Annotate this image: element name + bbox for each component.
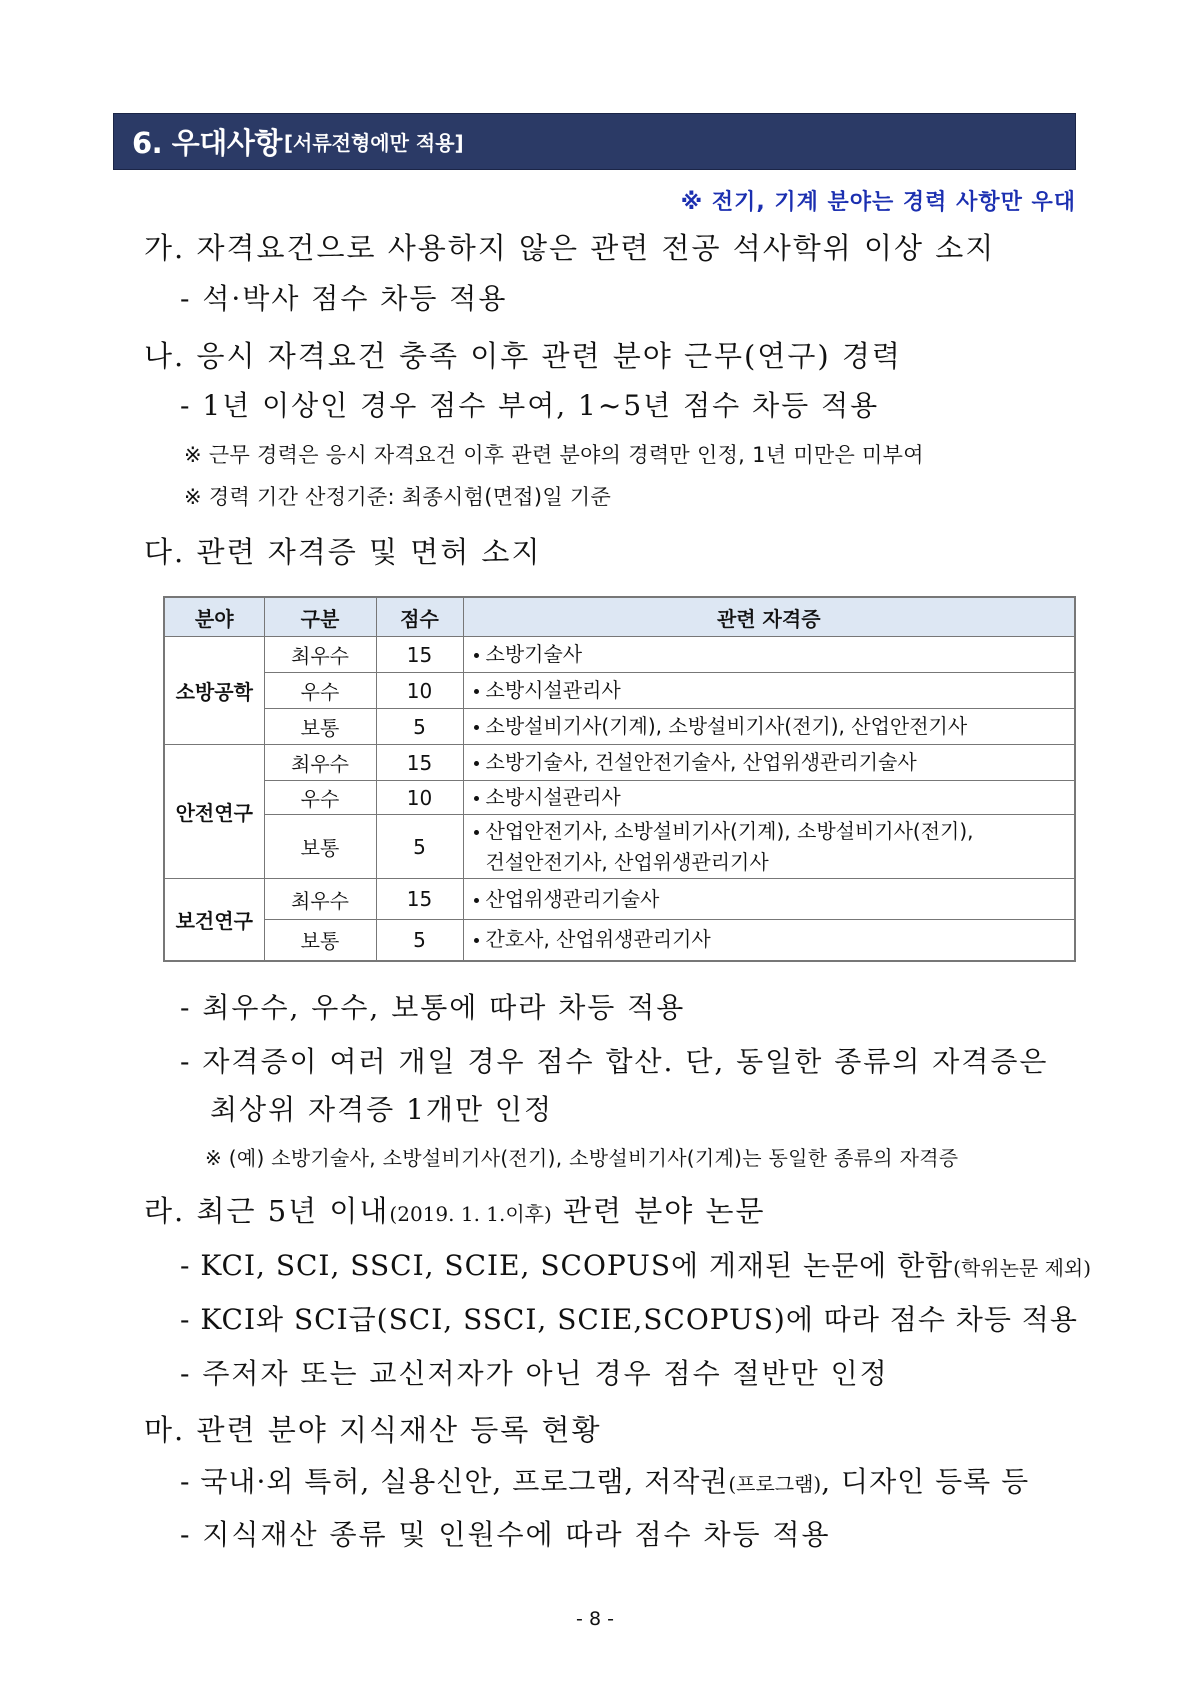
table-row bbox=[164, 920, 1075, 961]
item-da-sub1: - 최우수, 우수, 보통에 따라 차등 적용 bbox=[180, 991, 686, 1024]
license-cell bbox=[463, 815, 1075, 879]
score-cell: 15 bbox=[376, 745, 463, 781]
col-header-field: 분야 bbox=[164, 597, 264, 637]
license-cell bbox=[463, 637, 1075, 673]
license-table bbox=[163, 596, 1076, 962]
item-ra-sub3: - 주저자 또는 교신저자가 아닌 경우 점수 절반만 인정 bbox=[180, 1357, 889, 1390]
ma-sub1-end: , 디자인 등록 등 bbox=[821, 1465, 1030, 1498]
ra-sub1-note: (학위논문 제외) bbox=[953, 1256, 1092, 1280]
item-ra-title bbox=[144, 1189, 766, 1230]
col-header-license: 관련 자격증 bbox=[463, 597, 1075, 637]
item-da-note: ※ (예) 소방기술사, 소방설비기사(전기), 소방설비기사(기계)는 동일한 종류의 자격증 bbox=[205, 1146, 959, 1170]
license-text: 간호사, 산업위생관리기사 bbox=[485, 927, 711, 952]
grade-cell: 우수 bbox=[264, 781, 376, 815]
ma-sub1-main: - 국내·외 특허, 실용신안, 프로그램, 저작권 bbox=[180, 1465, 729, 1498]
item-ga-title: 가. 자격요건으로 사용하지 않은 관련 전공 석사학위 이상 소지 bbox=[144, 231, 996, 265]
bullet-icon bbox=[474, 938, 479, 943]
score-cell: 5 bbox=[376, 815, 463, 879]
license-text: 건설안전기사, 산업위생관리기사 bbox=[485, 849, 769, 874]
item-na-sub: - 1년 이상인 경우 점수 부여, 1~5년 점수 차등 적용 bbox=[180, 389, 880, 422]
col-header-score: 점수 bbox=[376, 597, 463, 637]
ra-sub1-main: - KCI, SCI, SSCI, SCIE, SCOPUS에 게재된 논문에 한함 bbox=[180, 1249, 954, 1282]
table-row bbox=[164, 781, 1075, 815]
license-cell bbox=[463, 879, 1075, 920]
bullet-icon bbox=[474, 796, 479, 801]
top-note: ※ 전기, 기계 분야는 경력 사항만 우대 bbox=[680, 190, 1076, 215]
section-subtitle: [서류전형에만 적용] bbox=[283, 131, 464, 155]
field-cell-safety: 안전연구 bbox=[164, 745, 264, 879]
score-cell: 15 bbox=[376, 637, 463, 673]
license-text: 소방시설관리사 bbox=[485, 678, 621, 702]
table-row bbox=[164, 637, 1075, 673]
section-title: 6. 우대사항 bbox=[132, 126, 282, 160]
bullet-icon bbox=[474, 653, 479, 658]
ra-title-end: 관련 분야 논문 bbox=[551, 1194, 766, 1228]
item-ra-sub2: - KCI와 SCI급(SCI, SSCI, SCIE,SCOPUS)에 따라 점수 차등 적용 bbox=[180, 1303, 1078, 1336]
table-row bbox=[164, 673, 1075, 709]
item-na-note1: ※ 근무 경력은 응시 자격요건 이후 관련 분야의 경력만 인정, 1년 미만은 미부여 bbox=[184, 443, 924, 467]
table-row bbox=[164, 879, 1075, 920]
bullet-icon bbox=[474, 725, 479, 730]
grade-cell: 우수 bbox=[264, 673, 376, 709]
field-cell-health: 보건연구 bbox=[164, 879, 264, 961]
item-da-sub2a: - 자격증이 여러 개일 경우 점수 합산. 단, 동일한 종류의 자격증은 bbox=[180, 1045, 1049, 1078]
page-number: - 8 - bbox=[576, 1608, 614, 1630]
license-text: 소방설비기사(기계), 소방설비기사(전기), 산업안전기사 bbox=[485, 714, 968, 738]
section-header bbox=[113, 113, 1076, 170]
license-cell bbox=[463, 745, 1075, 781]
field-cell-fire: 소방공학 bbox=[164, 637, 264, 745]
grade-cell: 최우수 bbox=[264, 879, 376, 920]
item-da-title: 다. 관련 자격증 및 면허 소지 bbox=[144, 535, 542, 569]
grade-cell: 보통 bbox=[264, 815, 376, 879]
bullet-icon bbox=[474, 761, 479, 766]
table-row bbox=[164, 815, 1075, 879]
bullet-icon bbox=[474, 898, 479, 903]
item-da-sub2b: 최상위 자격증 1개만 인정 bbox=[210, 1093, 553, 1126]
item-ma-sub1 bbox=[180, 1460, 1029, 1500]
item-na-title: 나. 응시 자격요건 충족 이후 관련 분야 근무(연구) 경력 bbox=[144, 339, 902, 373]
license-text: 소방기술사 bbox=[485, 642, 583, 666]
ra-title-main: 라. 최근 5년 이내 bbox=[144, 1194, 390, 1228]
grade-cell: 보통 bbox=[264, 920, 376, 961]
ra-title-date: (2019. 1. 1.이후) bbox=[389, 1202, 552, 1226]
license-text: 소방기술사, 건설안전기술사, 산업위생관리기술사 bbox=[485, 750, 917, 774]
item-ma-title: 마. 관련 분야 지식재산 등록 현황 bbox=[144, 1413, 602, 1447]
score-cell: 10 bbox=[376, 673, 463, 709]
score-cell: 5 bbox=[376, 920, 463, 961]
item-ga-sub: - 석·박사 점수 차등 적용 bbox=[180, 282, 508, 315]
license-cell bbox=[463, 709, 1075, 745]
grade-cell: 최우수 bbox=[264, 745, 376, 781]
table-row bbox=[164, 745, 1075, 781]
license-text: 소방시설관리사 bbox=[485, 785, 621, 809]
table-header-row bbox=[164, 597, 1075, 637]
item-na-note2: ※ 경력 기간 산정기준: 최종시험(면접)일 기준 bbox=[184, 485, 612, 509]
bullet-icon bbox=[474, 830, 479, 835]
ma-sub1-note: (프로그램) bbox=[728, 1472, 822, 1496]
grade-cell: 최우수 bbox=[264, 637, 376, 673]
license-text: 산업위생관리기술사 bbox=[485, 886, 660, 911]
bullet-icon bbox=[474, 689, 479, 694]
item-ra-sub1 bbox=[180, 1244, 1091, 1284]
score-cell: 10 bbox=[376, 781, 463, 815]
score-cell: 5 bbox=[376, 709, 463, 745]
license-cell bbox=[463, 920, 1075, 961]
score-cell: 15 bbox=[376, 879, 463, 920]
item-ma-sub2: - 지식재산 종류 및 인원수에 따라 점수 차등 적용 bbox=[180, 1518, 831, 1551]
license-cell bbox=[463, 781, 1075, 815]
license-text: 산업안전기사, 소방설비기사(기계), 소방설비기사(전기), bbox=[485, 818, 974, 843]
license-cell bbox=[463, 673, 1075, 709]
grade-cell: 보통 bbox=[264, 709, 376, 745]
col-header-grade: 구분 bbox=[264, 597, 376, 637]
table-row bbox=[164, 709, 1075, 745]
